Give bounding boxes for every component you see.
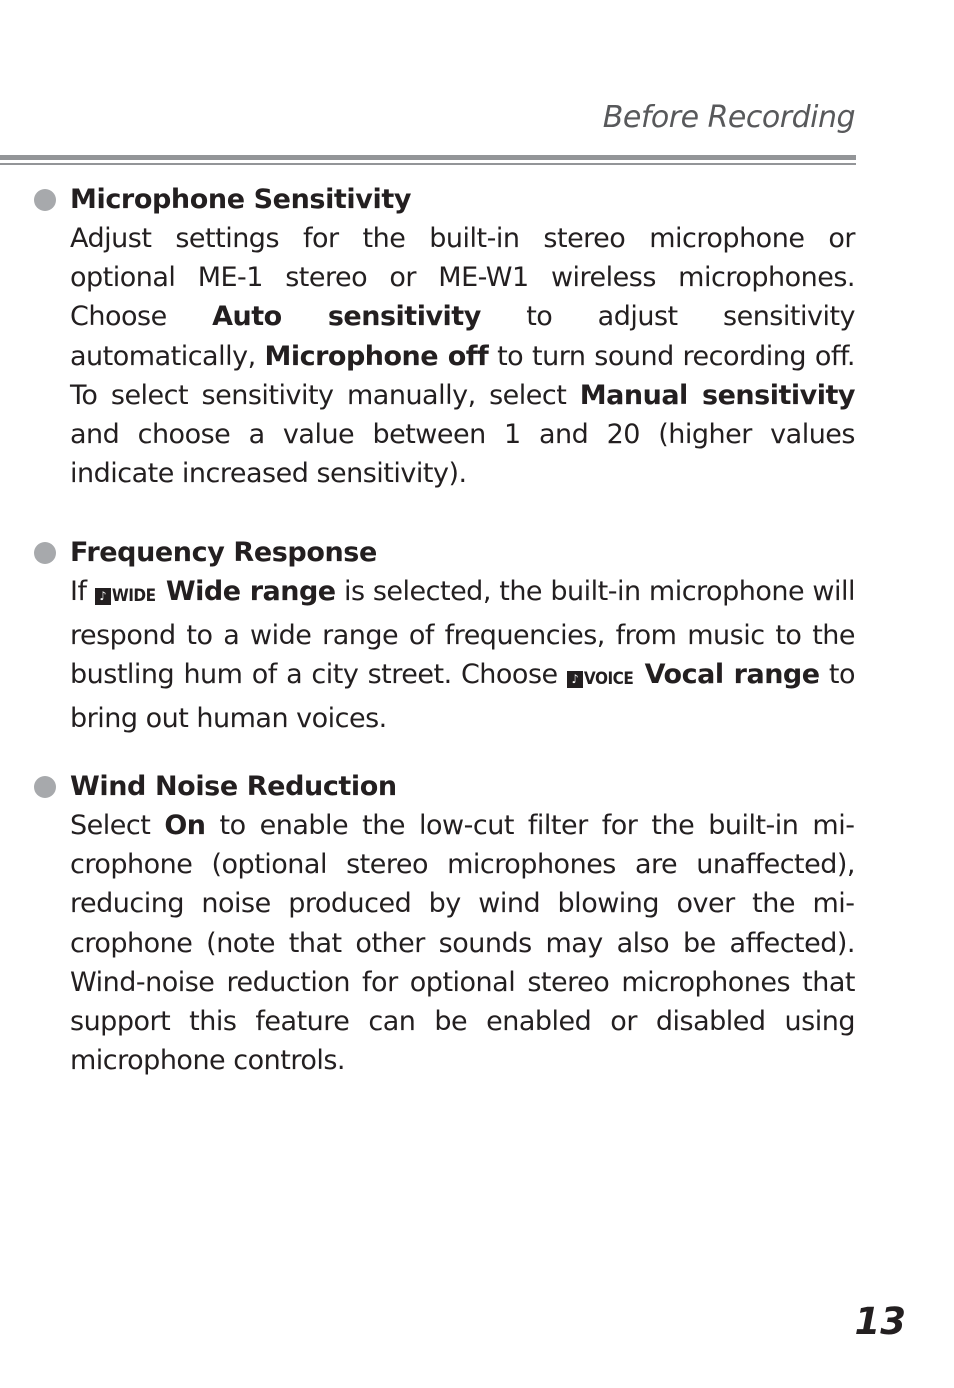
page-number: 13 <box>854 1300 906 1343</box>
bullet-icon <box>34 542 56 564</box>
section-wind-noise-reduction <box>70 767 855 1080</box>
section-microphone-sensitivity <box>70 180 855 493</box>
header-rule-thin <box>0 163 856 165</box>
header-rule <box>0 155 856 160</box>
section-body: Adjust settings for the built-in stereo microphone or optional ME-1 stereo or ME-W1 wireless microphones. Choose Auto sensitivity to adjust sensitivity automatically, Microphone off to turn sound recording off. To select sensitivity manually, select Manual sensitivity and choose a value between 1 and 20 (higher values indicate increased sensitivity). <box>70 223 856 490</box>
section-heading: Frequency Response <box>70 537 377 568</box>
vocal-range-icon: ♪ VOICE <box>567 660 633 699</box>
section-frequency-response <box>70 533 855 739</box>
running-header: Before Recording <box>602 100 855 135</box>
section-body: Select On to enable the low-cut filter for the built-in microphone (optional stereo microphones are unaffected), reducing noise produced by wind blowing over the microphone (note that other sounds may also be affected). Wind-noise reduction for optional stereo microphones that support this feature can be enabled or disabled using microphone controls. <box>70 810 855 1077</box>
section-heading: Wind Noise Reduction <box>70 771 397 802</box>
bullet-icon <box>34 189 56 211</box>
section-heading: Microphone Sensitivity <box>70 184 412 215</box>
bullet-icon <box>34 776 56 798</box>
section-body: If ♪ WIDE Wide range is selected, the built-in microphone will respond to a wide range of frequencies, from music to the bustling hum of a city street. Choose ♪ VOICE Vocal range to bring out human voices. <box>70 576 855 735</box>
wide-range-icon: ♪ WIDE <box>95 577 156 616</box>
